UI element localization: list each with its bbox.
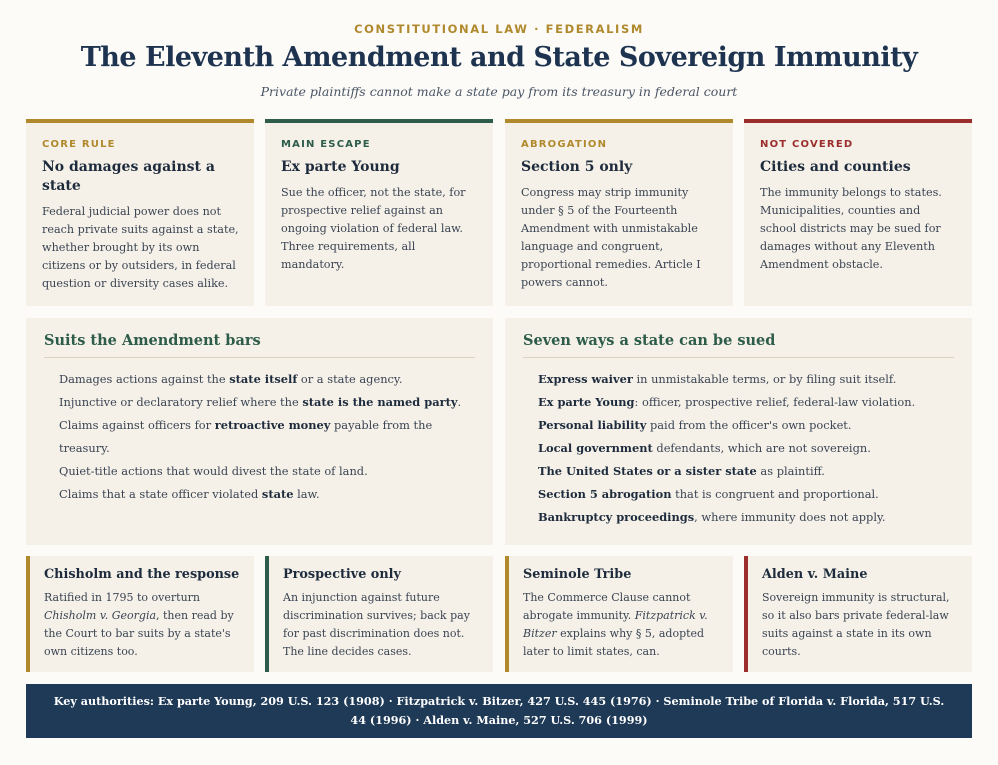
card-body: Ratified in 1795 to overturn Chisholm v. Georgia, then read by the Court to bar suits by a state's own citizens too. [44,591,234,658]
card-not-covered [744,119,972,306]
card-title: Prospective only [283,567,401,582]
ways-list [523,368,954,529]
card-body: Sovereign immunity is structural, so it also bars private federal-law suits against a state in its own courts. [762,591,950,658]
card-body: Federal judicial power does not reach private suits against a state, whether brought by its own citizens or by outsiders, in federal question or diversity cases alike. [42,205,239,290]
card-label: CORE RULE [42,139,116,150]
card-label: NOT COVERED [760,139,854,150]
list-item: Local government defendants, which are not sovereign. [538,441,871,455]
card-chisholm [26,556,254,672]
page-title: The Eleventh Amendment and State Sovereign Immunity [80,42,918,73]
card-title: Cities and counties [760,159,911,175]
list-item: Injunctive or declaratory relief where the state is the named party. [59,395,462,409]
card-body: An injunction against future discrimination survives; back pay for past discrimination does not. The line decides cases. [283,591,470,658]
card-title: Section 5 only [521,159,633,175]
card-abrogation [505,119,733,306]
card-title: Seminole Tribe [523,567,632,582]
card-main-escape [265,119,493,306]
list-item: The United States or a sister state as plaintiff. [538,464,825,478]
list-item: Ex parte Young: officer, prospective relief, federal-law violation. [538,395,916,409]
card-core-rule [26,119,254,306]
card-body: The Commerce Clause cannot abrogate immunity. Fitzpatrick v. Bitzer explains why § 5, adopted later to limit states, can. [523,591,708,658]
list-item: Claims that a state officer violated state law. [59,487,320,501]
card-label: ABROGATION [521,139,608,150]
barred-list [44,368,475,506]
list-item: Section 5 abrogation that is congruent and proportional. [538,487,879,501]
card-alden [744,556,972,672]
card-title: Ex parte Young [281,159,400,175]
list-item: Damages actions against the state itself or a state agency. [59,372,403,386]
header-kicker: CONSTITUTIONAL LAW · FEDERALISM [354,22,644,36]
card-prospective [265,556,493,672]
key-authorities-footer: Key authorities: Ex parte Young, 209 U.S. 123 (1908) · Fitzpatrick v. Bitzer, 427 U.S. 445 (1976) · Seminole Tribe of Florida v. Florida, 517 U.S. 44 (1996) · Alden v. Maine, 527 U.S. 706 (1999) [26,684,972,738]
page-subtitle: Private plaintiffs cannot make a state pay from its treasury in federal court [260,84,738,99]
panel-title: Seven ways a state can be sued [523,332,954,358]
card-seminole [505,556,733,672]
card-body: Sue the officer, not the state, for prospective relief against an ongoing violation of federal law. Three requirements, all mandatory. [281,186,466,271]
list-item: Personal liability paid from the officer's own pocket. [538,418,852,432]
list-item: Quiet-title actions that would divest the state of land. [59,464,368,478]
list-item: Claims against officers for retroactive money payable from the treasury. [59,418,433,455]
card-body: Congress may strip immunity under § 5 of the Fourteenth Amendment with unmistakable language and congruent, proportional remedies. Article I powers cannot. [521,186,701,289]
panel-ways-to-sue [505,318,972,545]
panel-title: Suits the Amendment bars [44,332,475,358]
card-label: MAIN ESCAPE [281,139,371,150]
card-title: Chisholm and the response [44,567,240,582]
list-item: Bankruptcy proceedings, where immunity does not apply. [538,510,886,524]
card-body: The immunity belongs to states. Municipalities, counties and school districts may be sued for damages without any Eleventh Amendment obstacle. [760,186,942,271]
list-item: Express waiver in unmistakable terms, or by filing suit itself. [538,372,897,386]
card-title: Alden v. Maine [762,567,868,582]
panel-barred-suits [26,318,493,545]
card-title: No damages against a state [42,159,215,194]
